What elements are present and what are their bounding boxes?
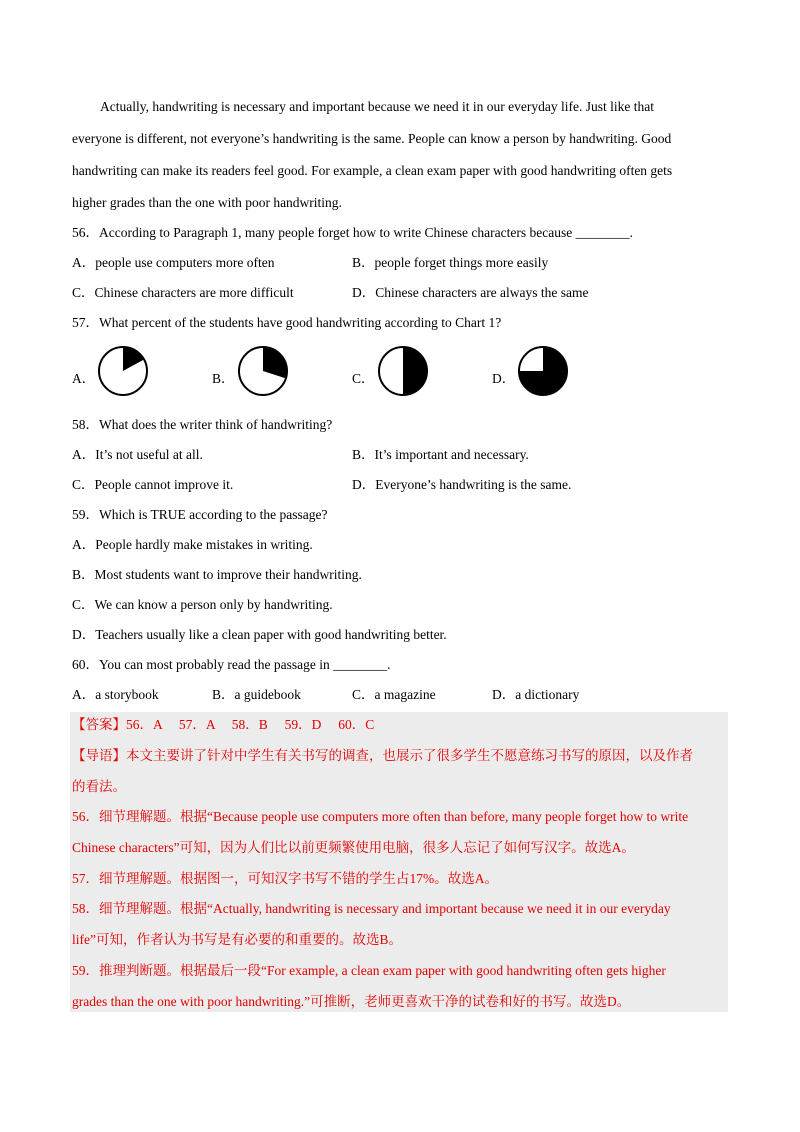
question-56-option-d: D．Chinese characters are always the same bbox=[352, 285, 589, 300]
guide-text: 的看法。 bbox=[72, 779, 126, 794]
question-57-pie-options bbox=[72, 344, 592, 396]
question-58-option-a: A．It’s not useful at all. bbox=[72, 447, 203, 462]
passage-line: everyone is different, not everyone’s handwriting is the same. People can know a person by handwriting. Good bbox=[72, 131, 672, 146]
question-60-option-d: D．a dictionary bbox=[492, 687, 580, 702]
question-59-stem: 59．Which is TRUE according to the passage? bbox=[72, 507, 328, 522]
guide-text: 【导语】本文主要讲了针对中学生有关书写的调查，也展示了很多学生不愿意练习书写的原因，以及作者 bbox=[72, 748, 693, 763]
pie-option-label: A． bbox=[72, 371, 96, 386]
question-56-stem: 56．According to Paragraph 1, many people forget how to write Chinese characters because ________. bbox=[72, 225, 633, 240]
explanation-56: 56．细节理解题。根据“Because people use computers more often than before, many people forget how to write bbox=[72, 809, 689, 824]
explanation-58: 58．细节理解题。根据“Actually, handwriting is necessary and important because we need it in our everyday bbox=[72, 901, 671, 916]
question-58-option-d: D．Everyone’s handwriting is the same. bbox=[352, 477, 572, 492]
pie-chart-icon bbox=[96, 344, 150, 398]
question-60-option-a: A．a storybook bbox=[72, 687, 159, 702]
passage-line: Actually, handwriting is necessary and important because we need it in our everyday life. Just like that bbox=[100, 99, 654, 114]
pie-chart-icon bbox=[376, 344, 430, 398]
pie-option-label: B． bbox=[212, 371, 235, 386]
question-58-stem: 58．What does the writer think of handwriting? bbox=[72, 417, 333, 432]
pie-slice bbox=[403, 347, 427, 395]
question-56-option-a: A．people use computers more often bbox=[72, 255, 275, 270]
explanation-58: life”可知，作者认为书写是有必要的和重要的。故选B。 bbox=[72, 932, 402, 947]
passage-line: handwriting can make its readers feel good. For example, a clean exam paper with good handwriting often gets bbox=[72, 163, 673, 178]
question-60-option-b: B．a guidebook bbox=[212, 687, 301, 702]
explanation-56: Chinese characters”可知，因为人们比以前更频繁使用电脑，很多人忘记了如何写汉字。故选A。 bbox=[72, 840, 635, 855]
question-58-option-b: B．It’s important and necessary. bbox=[352, 447, 529, 462]
pie-chart-icon bbox=[236, 344, 290, 398]
question-57-stem: 57．What percent of the students have good handwriting according to Chart 1? bbox=[72, 315, 502, 330]
pie-option-label: D． bbox=[492, 371, 516, 386]
question-56-option-c: C．Chinese characters are more difficult bbox=[72, 285, 294, 300]
question-56-option-b: B．people forget things more easily bbox=[352, 255, 549, 270]
question-60-stem: 60．You can most probably read the passage in ________. bbox=[72, 657, 391, 672]
question-60-option-c: C．a magazine bbox=[352, 687, 436, 702]
question-59-option-d: D．Teachers usually like a clean paper with good handwriting better. bbox=[72, 627, 447, 642]
question-59-option-a: A．People hardly make mistakes in writing. bbox=[72, 537, 313, 552]
explanation-59: grades than the one with poor handwriting.”可推断，老师更喜欢干净的试卷和好的书写。故选D。 bbox=[72, 994, 631, 1009]
answer-key: 【答案】56．A 57．A 58．B 59．D 60．C bbox=[72, 717, 375, 732]
question-59-option-b: B．Most students want to improve their handwriting. bbox=[72, 567, 362, 582]
explanation-57: 57．细节理解题。根据图一，可知汉字书写不错的学生占17%。故选A。 bbox=[72, 871, 498, 886]
explanation-59: 59．推理判断题。根据最后一段“For example, a clean exam paper with good handwriting often gets higher bbox=[72, 963, 666, 978]
pie-chart-icon bbox=[516, 344, 570, 398]
question-59-option-c: C．We can know a person only by handwriting. bbox=[72, 597, 333, 612]
pie-option-label: C． bbox=[352, 371, 375, 386]
question-58-option-c: C．People cannot improve it. bbox=[72, 477, 234, 492]
passage-line: higher grades than the one with poor handwriting. bbox=[72, 195, 342, 210]
